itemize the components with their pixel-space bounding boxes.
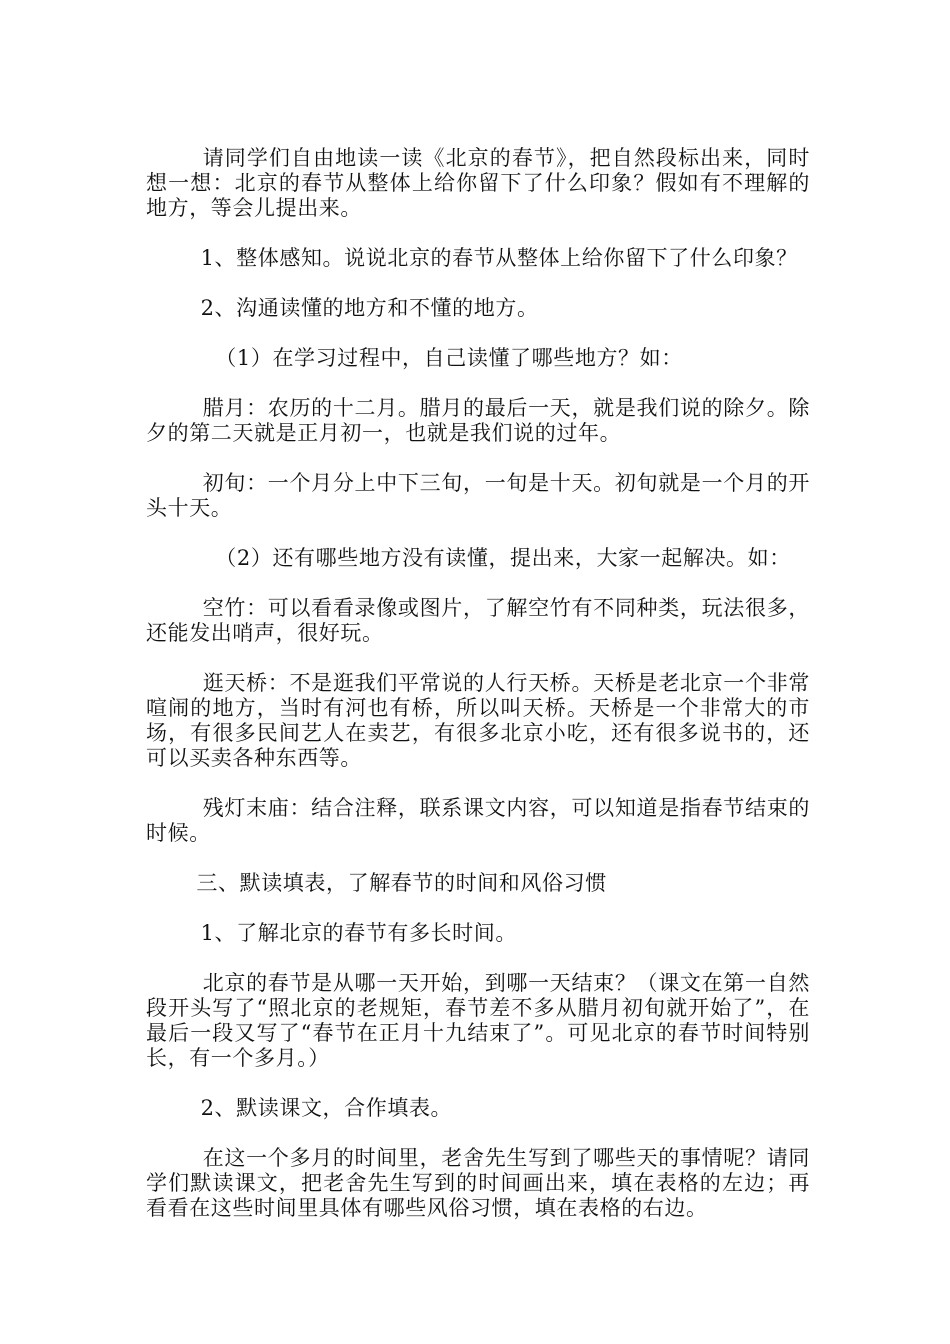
paragraph-candengmomiao-definition: 残灯末庙：结合注释，联系课文内容，可以知道是指春节结束的时候。 [146,796,810,845]
paragraph-kongzhu-definition: 空竹：可以看看录像或图片，了解空竹有不同种类，玩法很多，还能发出哨声，很好玩。 [146,596,810,645]
paragraph-fill-table: 2、默读课文，合作填表。 [200,1096,453,1120]
paragraph-chuxun-definition: 初旬：一个月分上中下三旬，一旬是十天。初旬就是一个月的开头十天。 [146,471,810,520]
paragraph-communicate-understanding: 2、沟通读懂的地方和不懂的地方。 [200,296,539,320]
paragraph-reading-task: 请同学们自由地读一读《北京的春节》，把自然段标出来，同时想一想：北京的春节从整体上给你留下了什么印象？假如有不理解的地方，等会儿提出来。 [146,146,810,220]
paragraph-understood-parts: （1）在学习过程中，自己读懂了哪些地方？如： [215,346,683,370]
paragraph-table-instructions: 在这一个多月的时间里，老舍先生写到了哪些天的事情呢？请同学们默读课文，把老舍先生写到的时间画出来，填在表格的左边；再看看在这些时间里具体有哪些风俗习惯，填在表格的右边。 [146,1146,810,1220]
paragraph-tianqiao-definition: 逛天桥：不是逛我们平常说的人行天桥。天桥是老北京一个非常喧闹的地方，当时有河也有桥，所以叫天桥。天桥是一个非常大的市场，有很多民间艺人在卖艺，有很多北京小吃，还有很多说书的，还可以买卖各种东西等。 [146,671,810,770]
paragraph-festival-duration: 1、了解北京的春节有多长时间。 [200,921,517,945]
paragraph-layue-definition: 腊月：农历的十二月。腊月的最后一天，就是我们说的除夕。除夕的第二天就是正月初一，也就是我们说的过年。 [146,396,810,445]
paragraph-festival-start-end: 北京的春节是从哪一天开始，到哪一天结束？（课文在第一自然段开头写了“照北京的老规矩，春节差不多从腊月初旬就开始了”，在最后一段又写了“春节在正月十九结束了”。可见北京的春节时间特别长，有一个多月。） [146,971,810,1070]
paragraph-overall-impression: 1、整体感知。说说北京的春节从整体上给你留下了什么印象？ [200,246,798,270]
paragraph-not-understood-parts: （2）还有哪些地方没有读懂，提出来，大家一起解决。如： [215,546,791,570]
document-page [146,146,810,1246]
section-heading-silent-reading: 三、默读填表，了解春节的时间和风俗习惯 [196,871,607,895]
